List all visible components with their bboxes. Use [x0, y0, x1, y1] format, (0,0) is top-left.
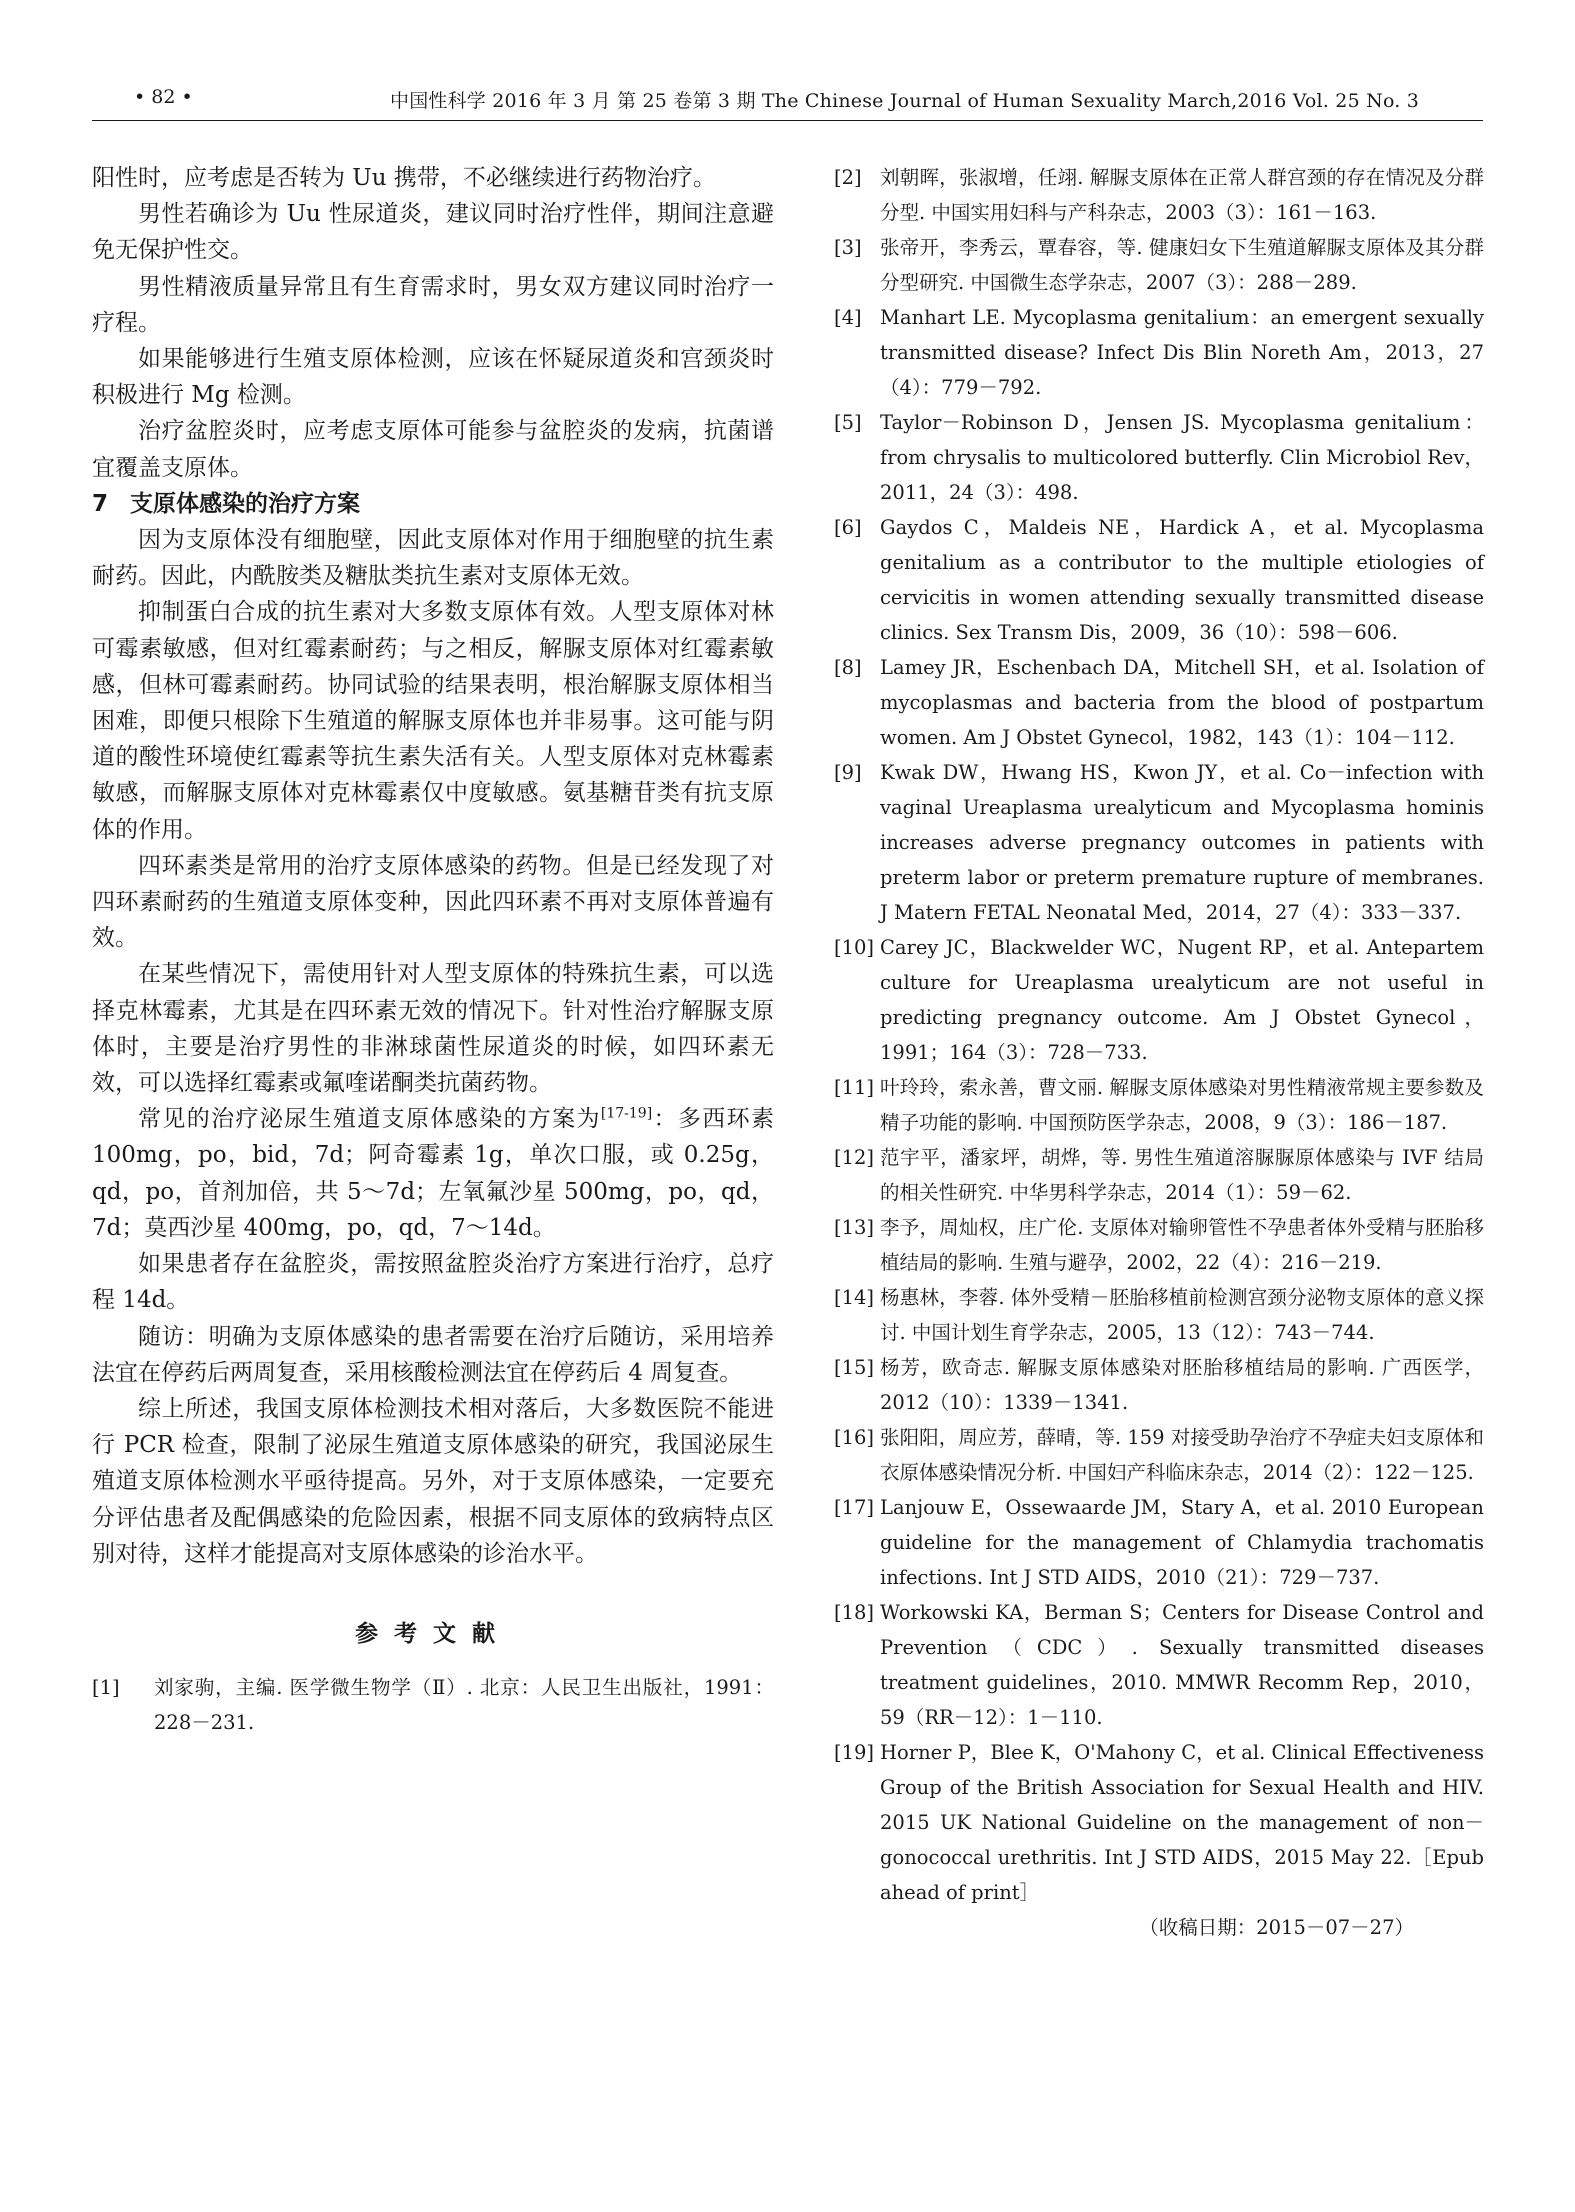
paragraph: 如果能够进行生殖支原体检测，应该在怀疑尿道炎和宫颈炎时积极进行 Mg 检测。: [92, 346, 774, 409]
reference-item: [834, 930, 1484, 1070]
reference-id: [16]: [834, 1426, 875, 1449]
references-heading: 参考文献: [355, 1620, 511, 1647]
reference-item: [834, 230, 1484, 300]
reference-text: Manhart LE. Mycoplasma genitalium：an emergent sexually transmitted disease? Infect Dis Blin Noreth Am，2013，27（4）：779－792.: [880, 306, 1484, 399]
reference-item: [834, 1140, 1484, 1210]
paragraph: 综上所述，我国支原体检测技术相对落后，大多数医院不能进行 PCR 检查，限制了泌尿生殖道支原体感染的研究，我国泌尿生殖道支原体检测水平亟待提高。另外，对于支原体感染，一定要充分评估患者及配偶感染的危险因素，根据不同支原体的致病特点区别对待，这样才能提高对支原体感染的诊治水平。: [92, 1395, 774, 1567]
reference-item: [834, 160, 1484, 230]
reference-text: Kwak DW，Hwang HS，Kwon JY，et al. Co－infection with vaginal Ureaplasma urealyticum and Mycoplasma hominis increases adverse pregnancy outcomes in patients with preterm labor or preterm premature rupture of membranes. J Matern FETAL Neonatal Med，2014，27（4）：333－337.: [880, 761, 1484, 924]
reference-item: [834, 1490, 1484, 1595]
reference-item: [834, 510, 1484, 650]
reference-item: [834, 300, 1484, 405]
reference-item: [834, 1420, 1484, 1490]
paragraph: 因为支原体没有细胞壁，因此支原体对作用于细胞壁的抗生素耐药。因此，内酰胺类及糖肽类抗生素对支原体无效。: [92, 527, 774, 590]
paragraph-text: ：多西环素 100mg，po，bid，7d；阿奇霉素 1g，单次口服，或 0.25g，qd，po，首剂加倍，共 5～7d；左氧氟沙星 500mg，po，qd，7d；莫西沙星 400mg，po，qd，7～14d。: [92, 1106, 775, 1241]
reference-item: [834, 1210, 1484, 1280]
reference-id: [8]: [834, 656, 862, 679]
reference-id: [19]: [834, 1741, 875, 1764]
page-number: • 82 •: [134, 86, 193, 108]
reference-text: 刘朝晖，张淑增，任翊. 解脲支原体在正常人群宫颈的存在情况及分群分型. 中国实用妇科与产科杂志，2003（3）：161－163.: [880, 166, 1484, 224]
reference-id: [9]: [834, 761, 862, 784]
paragraph: 治疗盆腔炎时，应考虑支原体可能参与盆腔炎的发病，抗菌谱宜覆盖支原体。: [92, 418, 774, 481]
paragraph: 抑制蛋白合成的抗生素对大多数支原体有效。人型支原体对林可霉素敏感，但对红霉素耐药；与之相反，解脲支原体对红霉素敏感，但林可霉素耐药。协同试验的结果表明，根治解脲支原体相当困难，即便只根除下生殖道的解脲支原体也并非易事。这可能与阴道的酸性环境使红霉素等抗生素失活有关。人型支原体对克林霉素敏感，而解脲支原体对克林霉素仅中度敏感。氨基糖苷类有抗支原体的作用。: [92, 599, 774, 843]
paragraph: [92, 1101, 774, 1246]
received-date: （收稿日期：2015－07－27）: [1139, 1916, 1414, 1939]
reference-text: 范宇平，潘家坪，胡烨，等. 男性生殖道溶脲脲原体感染与 IVF 结局的相关性研究. 中华男科学杂志，2014（1）：59－62.: [880, 1146, 1484, 1204]
reference-text: 张帝开，李秀云，覃春容，等. 健康妇女下生殖道解脲支原体及其分群分型研究. 中国微生态学杂志，2007（3）：288－289.: [880, 236, 1484, 294]
reference-id: [11]: [834, 1076, 875, 1099]
reference-text: Carey JC，Blackwelder WC，Nugent RP，et al. Antepartem culture for Ureaplasma urealyticum are not useful in predicting pregnancy outcome. Am J Obstet Gynecol，1991；164（3）：728－733.: [880, 936, 1484, 1064]
section-number: 7: [92, 490, 109, 517]
reference-text: Gaydos C，Maldeis NE，Hardick A，et al. Mycoplasma genitalium as a contributor to the multiple etiologies of cervicitis in women attending sexually transmitted disease clinics. Sex Transm Dis，2009，36（10）：598－606.: [880, 516, 1484, 644]
reference-id: [5]: [834, 411, 862, 434]
reference-id: [14]: [834, 1286, 875, 1309]
paragraph: 男性若确诊为 Uu 性尿道炎，建议同时治疗性伴，期间注意避免无保护性交。: [92, 201, 774, 264]
reference-id: [12]: [834, 1146, 875, 1169]
section-title: 支原体感染的治疗方案: [130, 490, 360, 517]
paragraph-text: 常见的治疗泌尿生殖道支原体感染的方案为: [138, 1106, 601, 1133]
running-header: [92, 86, 1483, 121]
reference-text: Horner P，Blee K，O'Mahony C，et al. Clinical Effectiveness Group of the British Association for Sexual Health and HIV. 2015 UK National Guideline on the management of non－gonococcal urethritis. Int J STD AIDS，2015 May 22.［Epub ahead of print］: [880, 1741, 1484, 1904]
journal-line: 中国性科学 2016 年 3 月 第 25 卷第 3 期 The Chinese Journal of Human Sexuality March,2016 Vol. 25 No. 3: [390, 90, 1420, 112]
reference-id: [2]: [834, 166, 862, 189]
reference-text: Lamey JR，Eschenbach DA，Mitchell SH，et al. Isolation of mycoplasmas and bacteria from the blood of postpartum women. Am J Obstet Gynecol，1982，143（1）：104－112.: [880, 656, 1484, 749]
reference-text: 刘家驹，主编. 医学微生物学（Ⅱ）. 北京：人民卫生出版社，1991：228－231.: [154, 1676, 774, 1735]
paragraph: 如果患者存在盆腔炎，需按照盆腔炎治疗方案进行治疗，总疗程 14d。: [92, 1251, 774, 1314]
paragraph: 阳性时，应考虑是否转为 Uu 携带，不必继续进行药物治疗。: [92, 165, 716, 191]
reference-id: [13]: [834, 1216, 875, 1239]
reference-item: [834, 1280, 1484, 1350]
reference-item: [834, 755, 1484, 930]
reference-text: 叶玲玲，索永善，曹文丽. 解脲支原体感染对男性精液常规主要参数及精子功能的影响. 中国预防医学杂志，2008，9（3）：186－187.: [880, 1076, 1484, 1134]
reference-id: [15]: [834, 1356, 875, 1379]
left-column: [92, 160, 774, 1740]
reference-text: 杨芳，欧奇志. 解脲支原体感染对胚胎移植结局的影响. 广西医学，2012（10）：1339－1341.: [880, 1356, 1484, 1414]
paragraph: 在某些情况下，需使用针对人型支原体的特殊抗生素，可以选择克林霉素，尤其是在四环素无效的情况下。针对性治疗解脲支原体时，主要是治疗男性的非淋球菌性尿道炎的时候，如四环素无效，可以选择红霉素或氟喹诺酮类抗菌药物。: [92, 961, 774, 1097]
reference-text: 张阳阳，周应芳，薛晴，等. 159 对接受助孕治疗不孕症夫妇支原体和衣原体感染情况分析. 中国妇产科临床杂志，2014（2）：122－125.: [880, 1426, 1484, 1484]
reference-item: [834, 405, 1484, 510]
reference-id: [18]: [834, 1601, 875, 1624]
reference-item: [834, 650, 1484, 755]
paragraph: 男性精液质量异常且有生育需求时，男女双方建议同时治疗一疗程。: [92, 273, 774, 336]
section-heading: [92, 486, 774, 522]
reference-list-left: [92, 1670, 774, 1740]
paragraph: 随访：明确为支原体感染的患者需要在治疗后随访，采用培养法宜在停药后两周复查，采用核酸检测法宜在停药后 4 周复查。: [92, 1323, 774, 1386]
reference-text: Lanjouw E，Ossewaarde JM，Stary A，et al. 2010 European guideline for the management of Chlamydia trachomatis infections. Int J STD AIDS，2010（21）：729－737.: [880, 1496, 1484, 1589]
reference-text: Workowski KA，Berman S；Centers for Disease Control and Prevention（CDC）. Sexually transmitted diseases treatment guidelines，2010. MMWR Recomm Rep，2010，59（RR－12）：1－110.: [880, 1601, 1484, 1729]
reference-text: 杨惠林，李蓉. 体外受精－胚胎移植前检测宫颈分泌物支原体的意义探讨. 中国计划生育学杂志，2005，13（12）：743－744.: [880, 1286, 1484, 1344]
paragraph: 四环素类是常用的治疗支原体感染的药物。但是已经发现了对四环素耐药的生殖道支原体变种，因此四环素不再对支原体普遍有效。: [92, 852, 774, 952]
right-column: [834, 160, 1484, 1945]
reference-text: Taylor－Robinson D，Jensen JS. Mycoplasma genitalium：from chrysalis to multicolored butterfly. Clin Microbiol Rev，2011，24（3）：498.: [880, 411, 1484, 504]
reference-item: [834, 1070, 1484, 1140]
reference-id: [3]: [834, 236, 862, 259]
reference-id: [10]: [834, 936, 875, 959]
reference-id: [6]: [834, 516, 862, 539]
reference-text: 李予，周灿权，庄广伦. 支原体对输卵管性不孕患者体外受精与胚胎移植结局的影响. 生殖与避孕，2002，22（4）：216－219.: [880, 1216, 1484, 1274]
reference-item: [834, 1350, 1484, 1420]
reference-id: [4]: [834, 306, 862, 329]
reference-id: [17]: [834, 1496, 875, 1519]
citation: [17-19]: [600, 1105, 653, 1122]
reference-item: [834, 1735, 1484, 1910]
reference-id: [1]: [92, 1676, 120, 1700]
reference-item: [92, 1670, 774, 1740]
reference-item: [834, 1595, 1484, 1735]
